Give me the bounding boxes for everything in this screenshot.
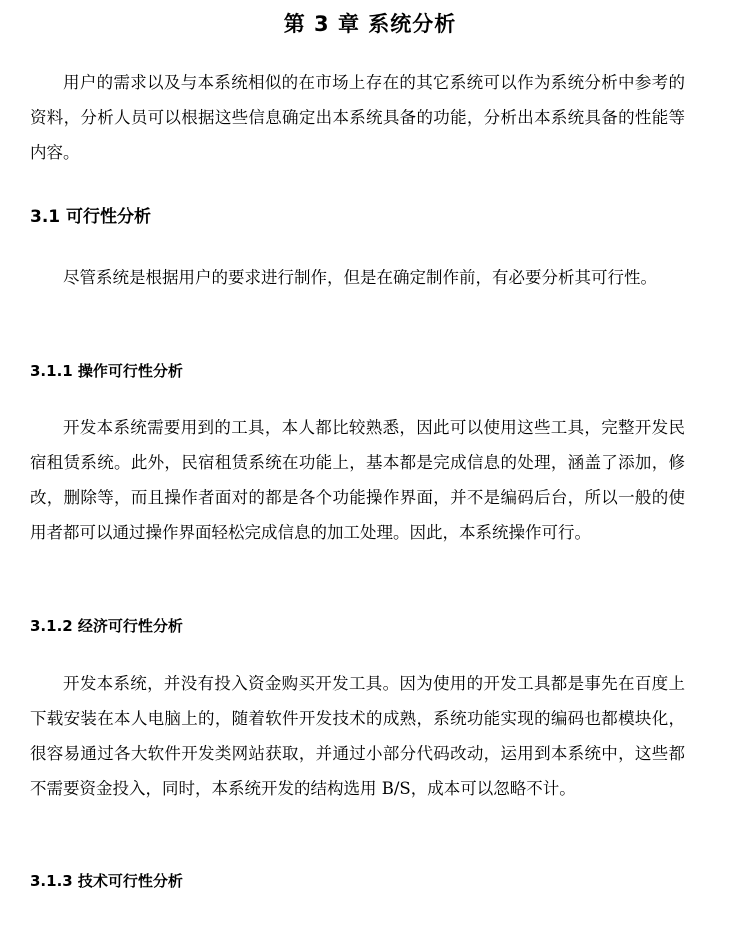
chapter-title: 第 3 章 系统分析	[283, 12, 457, 36]
section-3-1-2-paragraph: 开发本系统，并没有投入资金购买开发工具。因为使用的开发工具都是事先在百度上下载安装在本人电脑上的，随着软件开发技术的成熟，系统功能实现的编码也都模块化，很容易通过各大软件开发类网站获取，并通过小部分代码改动，运用到本系统中，这些都不需要资金投入，同时，本系统开发的结构选用 B/S，成本可以忽略不计。	[30, 674, 685, 798]
intro-paragraph: 用户的需求以及与本系统相似的在市场上存在的其它系统可以作为系统分析中参考的资料，分析人员可以根据这些信息确定出本系统具备的功能，分析出本系统具备的性能等内容。	[30, 73, 685, 162]
section-heading-3-1-3: 3.1.3 技术可行性分析	[30, 872, 183, 890]
section-heading-3-1-1: 3.1.1 操作可行性分析	[30, 362, 183, 380]
section-heading-3-1-2: 3.1.2 经济可行性分析	[30, 617, 183, 635]
document-page	[30, 0, 730, 926]
section-heading-3-1: 3.1 可行性分析	[30, 207, 152, 227]
section-3-1-1-paragraph: 开发本系统需要用到的工具，本人都比较熟悉，因此可以使用这些工具，完整开发民宿租赁系统。此外，民宿租赁系统在功能上，基本都是完成信息的处理，涵盖了添加，修改，删除等，而且操作者面对的都是各个功能操作界面，并不是编码后台，所以一般的使用者都可以通过操作界面轻松完成信息的加工处理。因此，本系统操作可行。	[30, 418, 685, 542]
section-3-1-paragraph: 尽管系统是根据用户的要求进行制作，但是在确定制作前，有必要分析其可行性。	[63, 268, 657, 287]
